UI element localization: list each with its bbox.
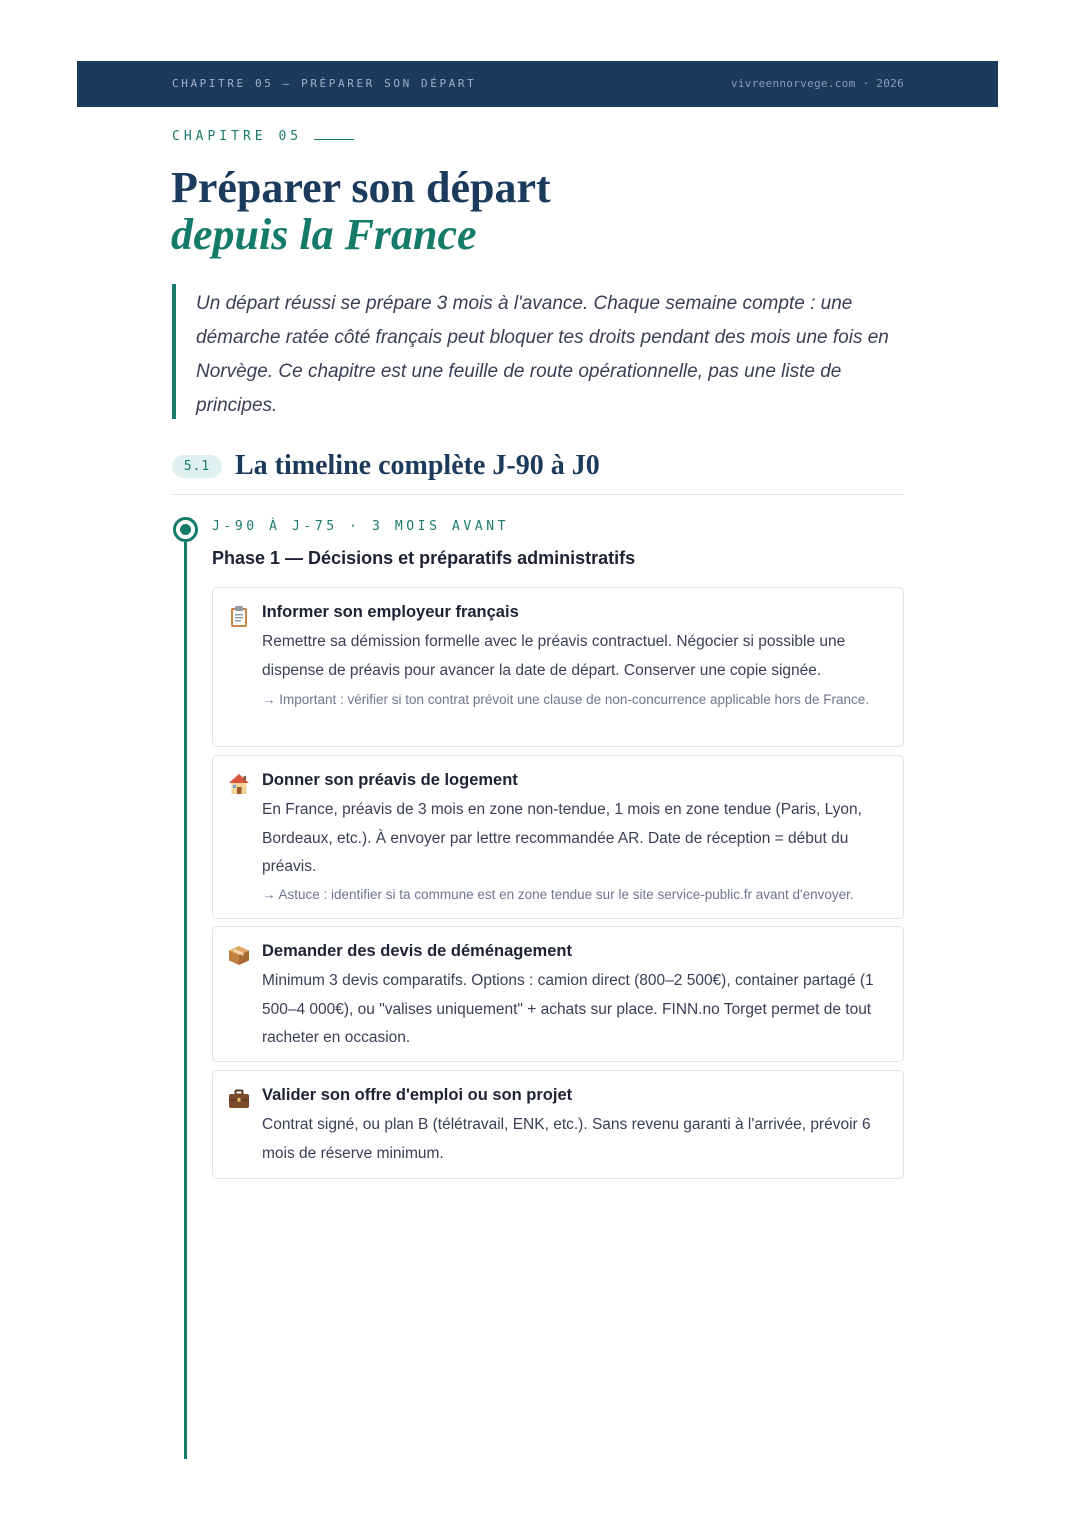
task-note: → Astuce : identifier si ta commune est en zone tendue sur le site service-public.fr avant d'envoyer. [262, 887, 854, 902]
package-icon [227, 943, 251, 967]
task-description: Minimum 3 devis comparatifs. Options : camion direct (800–2 500€), container partagé (1 500–4 000€), ou "valises uniquement" + achats sur place. FINN.no Torget permet de tout racheter en occasion. [262, 972, 874, 1046]
task-title: Informer son employeur français [262, 603, 519, 621]
timeline-marker [173, 517, 198, 542]
task-title: Donner son préavis de logement [262, 771, 518, 789]
chapter-eyebrow: CHAPITRE 05 [172, 129, 303, 144]
timeline-line [184, 530, 187, 1459]
task-card-logement [212, 755, 904, 919]
clipboard-icon [227, 604, 251, 628]
chapter-subtitle: depuis la France [171, 210, 477, 259]
section-number-badge: 5.1 [172, 455, 222, 478]
phase-eyebrow: J-90 À J-75 · 3 MOIS AVANT [212, 519, 510, 534]
task-description: En France, préavis de 3 mois en zone non-tendue, 1 mois en zone tendue (Paris, Lyon, Bordeaux, etc.). À envoyer par lettre recommandée AR. Date de réception = début du préavis. [262, 801, 862, 875]
section-title: La timeline complète J-90 à J0 [235, 450, 600, 481]
task-title: Valider son offre d'emploi ou son projet [262, 1086, 573, 1104]
header-chapter-label: CHAPITRE 05 — PRÉPARER SON DÉPART [172, 77, 477, 90]
house-icon [227, 772, 251, 796]
task-note: → Important : vérifier si ton contrat prévoit une clause de non-concurrence applicable hors de France. [262, 692, 870, 707]
task-card-demenagement [212, 926, 904, 1062]
chapter-title: Préparer son départ [171, 163, 551, 212]
task-card-emploi [212, 1070, 904, 1179]
section-divider [172, 494, 904, 495]
chapter-intro-quote: Un départ réussi se prépare 3 mois à l'avance. Chaque semaine compte : une démarche ratée côté français peut bloquer tes droits pendant des mois une fois en Norvège. Ce chapitre est une feuille de route opérationnelle, pas une liste de principes. [172, 284, 904, 419]
eyebrow-divider [314, 139, 354, 140]
task-title: Demander des devis de déménagement [262, 942, 572, 960]
task-description: Remettre sa démission formelle avec le préavis contractuel. Négocier si possible une dispense de préavis pour avancer la date de départ. Conserver une copie signée. [262, 633, 846, 679]
header-site-label: vivreennorvege.com · 2026 [730, 77, 904, 90]
briefcase-icon [227, 1087, 251, 1111]
task-card-employeur [212, 587, 904, 747]
phase-title: Phase 1 — Décisions et préparatifs administratifs [212, 548, 636, 568]
task-description: Contrat signé, ou plan B (télétravail, ENK, etc.). Sans revenu garanti à l'arrivée, prévoir 6 mois de réserve minimum. [262, 1116, 871, 1162]
page-header-bar [77, 61, 998, 107]
